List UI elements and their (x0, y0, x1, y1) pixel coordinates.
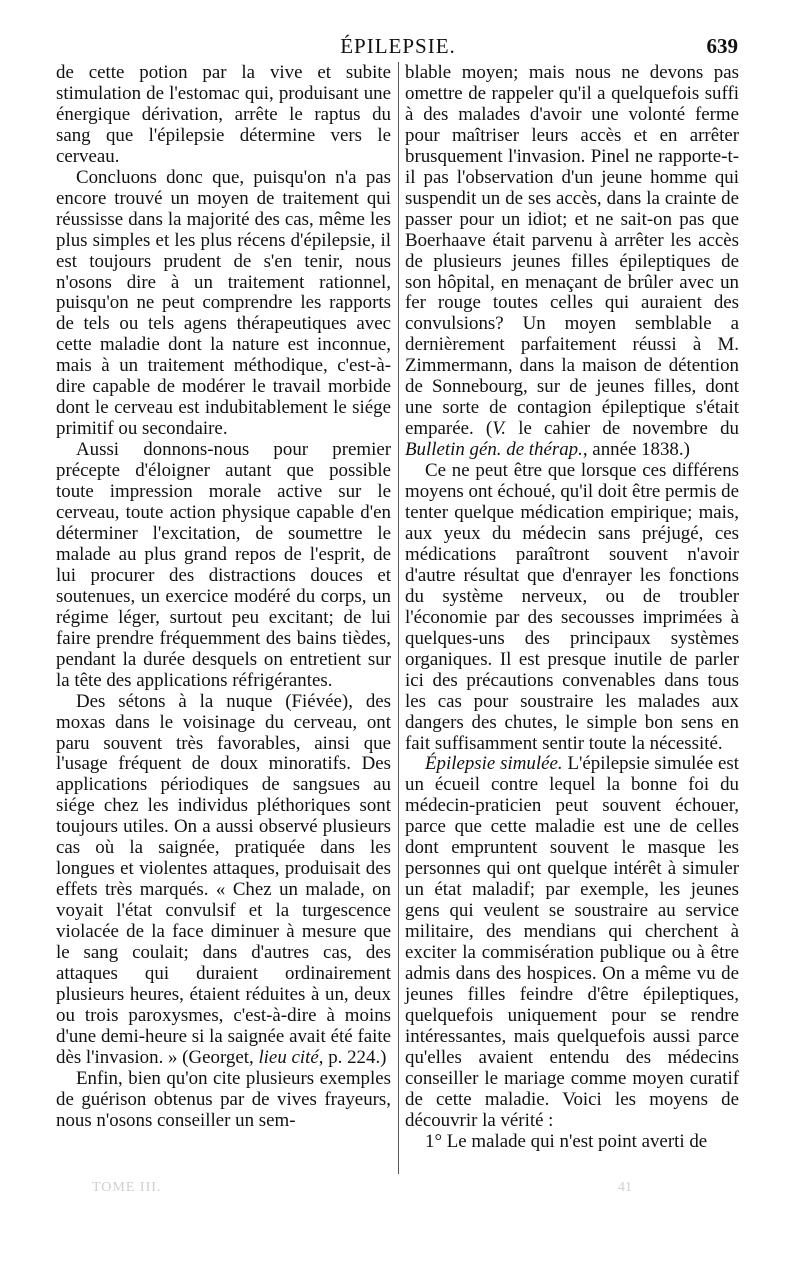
page-header (58, 34, 738, 62)
citation-end: , p. 224.) (318, 1046, 387, 1068)
reference-bulletin: Bulletin gén. de thérap. (405, 439, 583, 461)
paragraph-epilepsie-simulee (405, 754, 739, 1131)
right-column (405, 63, 739, 1153)
column-divider (398, 62, 399, 1174)
reference-end: , année 1838.) (582, 439, 690, 461)
citation-italic: lieu cité (258, 1046, 319, 1068)
paragraph-volonte-ferme (405, 63, 739, 461)
paragraph-continued: de cette potion par la vive et subite stimulation de l'estomac qui, produisant une énergique dérivation, arrête le raptus du sang que l'épilepsie détermine vers le cerveau. (56, 62, 391, 167)
reference-mid: le cahier de novembre du (506, 418, 739, 440)
volonte-text: blable moyen; mais nous ne devons pas omettre de rappeler qu'il a quelquefois suffi à des malades d'avoir une volonté ferme pour maîtriser leurs accès et en arrêter brusquement l'invasion. Pinel ne rapporte-t-il pas l'observation d'un jeune homme qui suspendit un de ses accès, dans la crainte de passer pour un idiot; et ne sait-on pas que Boerhaave était parvenu à arrêter les accès de plusieurs jeunes filles épileptiques de son hôpital, en menaçant de brûler avec un fer rouge toutes celles qui auraient des convulsions? Un moyen semblable a dernièrement parfaitement réussi à M. Zimmermann, dans la maison de détention de Sonnebourg, sur de jeunes filles, dont une sorte de contagion épileptique s'était emparée. ( (405, 62, 739, 440)
footer-signature: TOME III. (92, 1180, 162, 1195)
paragraph-setons-moxas (56, 692, 391, 1069)
reference-v: V. (492, 418, 507, 440)
paragraph-first-precept: Aussi donnons-nous pour premier précepte d'éloigner autant que possible toute impression morale active sur le cerveau, toute action physique capable d'en déterminer l'excitation, de soumettre le malade au plus grand repos de l'esprit, de lui procurer des distractions douces et soutenues, un exercice modéré du corps, un régime léger, surtout peu excitant; de lui faire prendre fréquemment des bains tièdes, pendant la durée desquels on entretient sur la tête des applications réfrigérantes. (56, 439, 391, 691)
running-title: ÉPILEPSIE. (340, 34, 456, 58)
section-heading-simulee: Épilepsie simulée. (425, 753, 563, 775)
paragraph-conclusion: Concluons donc que, puisqu'on n'a pas encore trouvé un moyen de traitement qui réussisse dans la majorité des cas, même les plus simples et les plus récens d'épilepsie, il est toujours prudent de s'en tenir, nous n'osons dire à un traitement rationnel, puisqu'on ne peut comprendre les rapports de tels ou tels agens thérapeutiques avec cette maladie dont la nature est inconnue, mais à un traitement méthodique, c'est-à-dire capable de modérer le travail morbide dont le cerveau est indubitablement le siége primitif ou secondaire. (56, 166, 391, 440)
simulee-text: L'épilepsie simulée est un écueil contre lequel la bonne foi du médecin-praticien peut souvent échouer, parce que cette maladie est une de celles dont empruntent souvent le masque les personnes qui ont quelque intérêt à simuler un état maladif; par exemple, les jeunes gens qui veulent se soustraire au service militaire, des mendians qui cherchent à exciter la commisération publique ou à être admis dans des hospices. On a même vu de jeunes filles feindre d'être épileptiques, quelquefois uniquement pour se rendre intéressantes, mais quelquefois aussi parce qu'elles avaient entendu des médecins conseiller le mariage comme moyen curatif de cette maladie. Voici les moyens de découvrir la vérité : (405, 753, 739, 1131)
page-number: 639 (706, 34, 738, 58)
paragraph-frayeurs: Enfin, bien qu'on cite plusieurs exemples de guérison obtenus par de vives frayeurs, nous n'osons conseiller un sem- (56, 1067, 391, 1131)
paragraph-medication-empirique: Ce ne peut être que lorsque ces différens moyens ont échoué, qu'il doit être permis de tenter quelque médication empirique; mais, aux yeux du médecin sans préjugé, ces médications paraîtront souvent n'avoir d'autre résultat que d'enrayer les fonctions du système nerveux, ou de troubler l'économie par des secousses imprimées à quelques-uns des principaux systèmes organiques. Il est presque inutile de parler ici des précautions convenables dans tous les cas pour soustraire les malades aux dangers des chutes, le simple bon sens en fait suffisamment sentir toute la nécessité. (405, 460, 739, 754)
footer-sheet-number: 41 (618, 1180, 632, 1195)
left-column (56, 63, 391, 1132)
paragraph-first-item: 1° Le malade qui n'est point averti de (425, 1130, 708, 1152)
setons-text: Des sétons à la nuque (Fiévée), des moxas dans le voisinage du cerveau, ont paru souvent très favorables, ainsi que l'usage fréquent de doux minoratifs. Des applications périodiques de sangsues au siége chez les individus pléthoriques sont toujours utiles. On a aussi observé plusieurs cas où la saignée, pratiquée dans les longues et violentes attaques, produisait des effets très marqués. « Chez un malade, on voyait l'état convulsif et la turgescence violacée de la face diminuer à mesure que le sang coulait; dans d'autres cas, des attaques qui duraient ordinairement plusieurs heures, étaient réduites à un, deux ou trois paroxysmes, c'est-à-dire à moins d'une demi-heure si la saignée avait été faite dès l'invasion. » (Georget, (56, 690, 391, 1068)
